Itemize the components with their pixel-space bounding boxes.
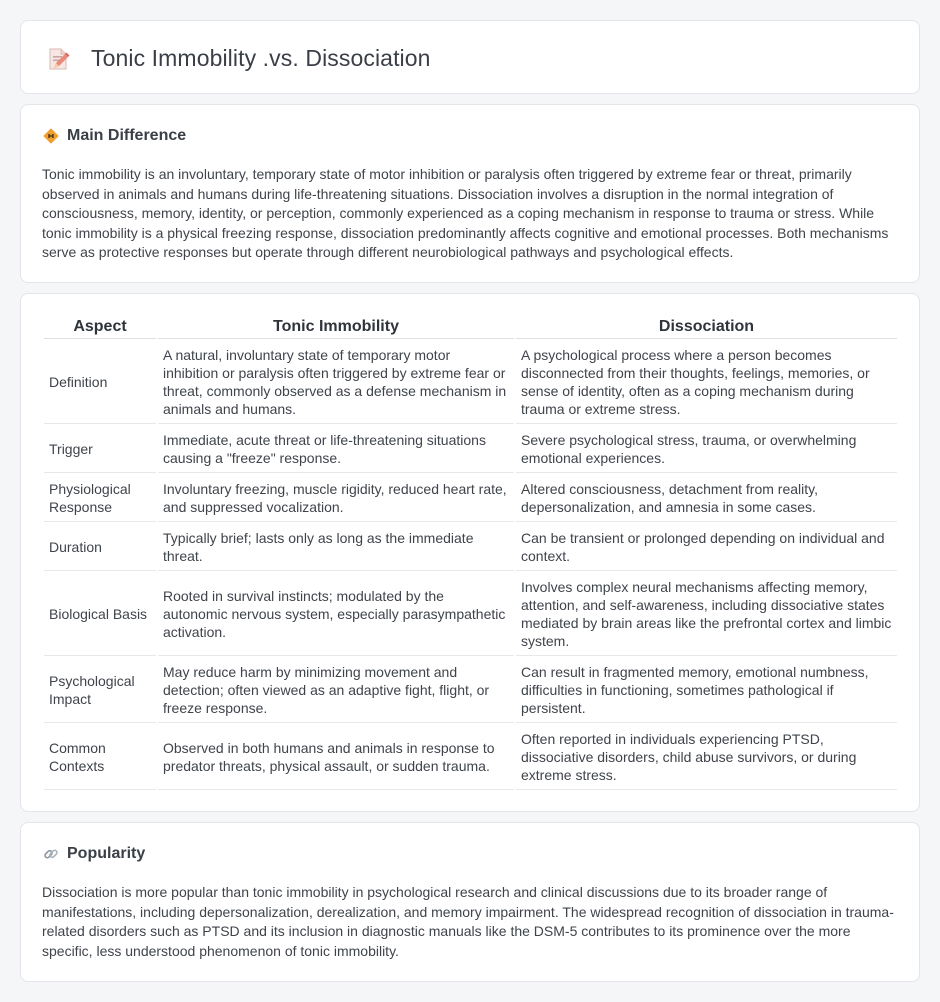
tonic-immobility-cell: Involuntary freezing, muscle rigidity, reduced heart rate, and suppressed vocalization. (158, 475, 514, 522)
link-icon (43, 846, 59, 862)
dissociation-cell: Altered consciousness, detachment from reality, depersonalization, and amnesia in some cases. (516, 475, 897, 522)
popularity-heading: Popularity (67, 845, 146, 862)
tonic-immobility-cell: May reduce harm by minimizing movement and detection; often viewed as an adaptive fight, flight, or freeze response. (158, 658, 514, 723)
aspect-cell: Common Contexts (44, 725, 156, 790)
tonic-immobility-cell: A natural, involuntary state of temporary motor inhibition or paralysis often triggered by extreme fear or threat, commonly observed as a defense mechanism in animals and humans. (158, 341, 514, 424)
tonic-immobility-cell: Immediate, acute threat or life-threatening situations causing a "freeze" response. (158, 426, 514, 473)
document-pencil-icon (45, 46, 71, 72)
column-header-tonic-immobility: Tonic Immobility (158, 317, 514, 339)
aspect-cell: Physiological Response (44, 475, 156, 522)
dissociation-cell: Often reported in individuals experiencing PTSD, dissociative disorders, child abuse survivors, or during extreme stress. (516, 725, 897, 790)
popularity-header (43, 845, 145, 863)
dissociation-cell: Severe psychological stress, trauma, or overwhelming emotional experiences. (516, 426, 897, 473)
dissociation-cell: Involves complex neural mechanisms affecting memory, attention, and self-awareness, including dissociative states mediated by brain areas like the prefrontal cortex and limbic system. (516, 573, 897, 656)
dissociation-cell: Can be transient or prolonged depending on individual and context. (516, 524, 897, 571)
main-difference-heading: Main Difference (67, 127, 187, 144)
tonic-immobility-cell: Rooted in survival instincts; modulated by the autonomic nervous system, especially parasympathetic activation. (158, 573, 514, 656)
tonic-immobility-cell: Observed in both humans and animals in response to predator threats, physical assault, or sudden trauma. (158, 725, 514, 790)
popularity-card (20, 822, 920, 982)
aspect-cell: Psychological Impact (44, 658, 156, 723)
table-row (44, 658, 897, 723)
main-difference-card (20, 104, 920, 283)
aspect-cell: Duration (44, 524, 156, 571)
aspect-cell: Definition (44, 341, 156, 424)
table-row (44, 524, 897, 571)
dissociation-cell: Can result in fragmented memory, emotional numbness, difficulties in functioning, sometimes pathological if persistent. (516, 658, 897, 723)
table-row (44, 426, 897, 473)
aspect-cell: Biological Basis (44, 573, 156, 656)
column-header-aspect: Aspect (44, 317, 156, 339)
dissociation-cell: A psychological process where a person becomes disconnected from their thoughts, feelings, memories, or sense of identity, often as a coping mechanism during trauma or extreme stress. (516, 341, 897, 424)
table-row (44, 725, 897, 790)
main-difference-header (43, 127, 186, 145)
column-header-dissociation: Dissociation (516, 317, 897, 339)
diamond-sign-icon (43, 128, 59, 144)
page-title: Tonic Immobility .vs. Dissociation (91, 45, 431, 71)
table-row (44, 475, 897, 522)
popularity-text: Dissociation is more popular than tonic immobility in psychological research and clinical discussions due to its broader range of manifestations, including depersonalization, derealization, and memory impairment. The widespread recognition of dissociation in trauma-related disorders such as PTSD and its inclusion in diagnostic manuals like the DSM-5 contributes to its prominence over the more specific, less understood phenomenon of tonic immobility. (42, 884, 894, 959)
title-row (45, 45, 431, 72)
comparison-card (20, 293, 920, 812)
table-row (44, 573, 897, 656)
comparison-table (42, 315, 899, 792)
title-card (20, 20, 920, 94)
table-row (44, 341, 897, 424)
main-difference-text: Tonic immobility is an involuntary, temporary state of motor inhibition or paralysis often triggered by extreme fear or threat, primarily observed in animals and humans during life-threatening situations. Dissociation involves a disruption in the normal integration of consciousness, memory, identity, or perception, commonly experienced as a coping mechanism in response to trauma or stress. While tonic immobility is a physical freezing response, dissociation predominantly affects cognitive and emotional processes. Both mechanisms serve as protective responses but operate through different neurobiological pathways and psychological effects. (42, 166, 889, 261)
table-header-row (44, 317, 897, 339)
aspect-cell: Trigger (44, 426, 156, 473)
tonic-immobility-cell: Typically brief; lasts only as long as the immediate threat. (158, 524, 514, 571)
